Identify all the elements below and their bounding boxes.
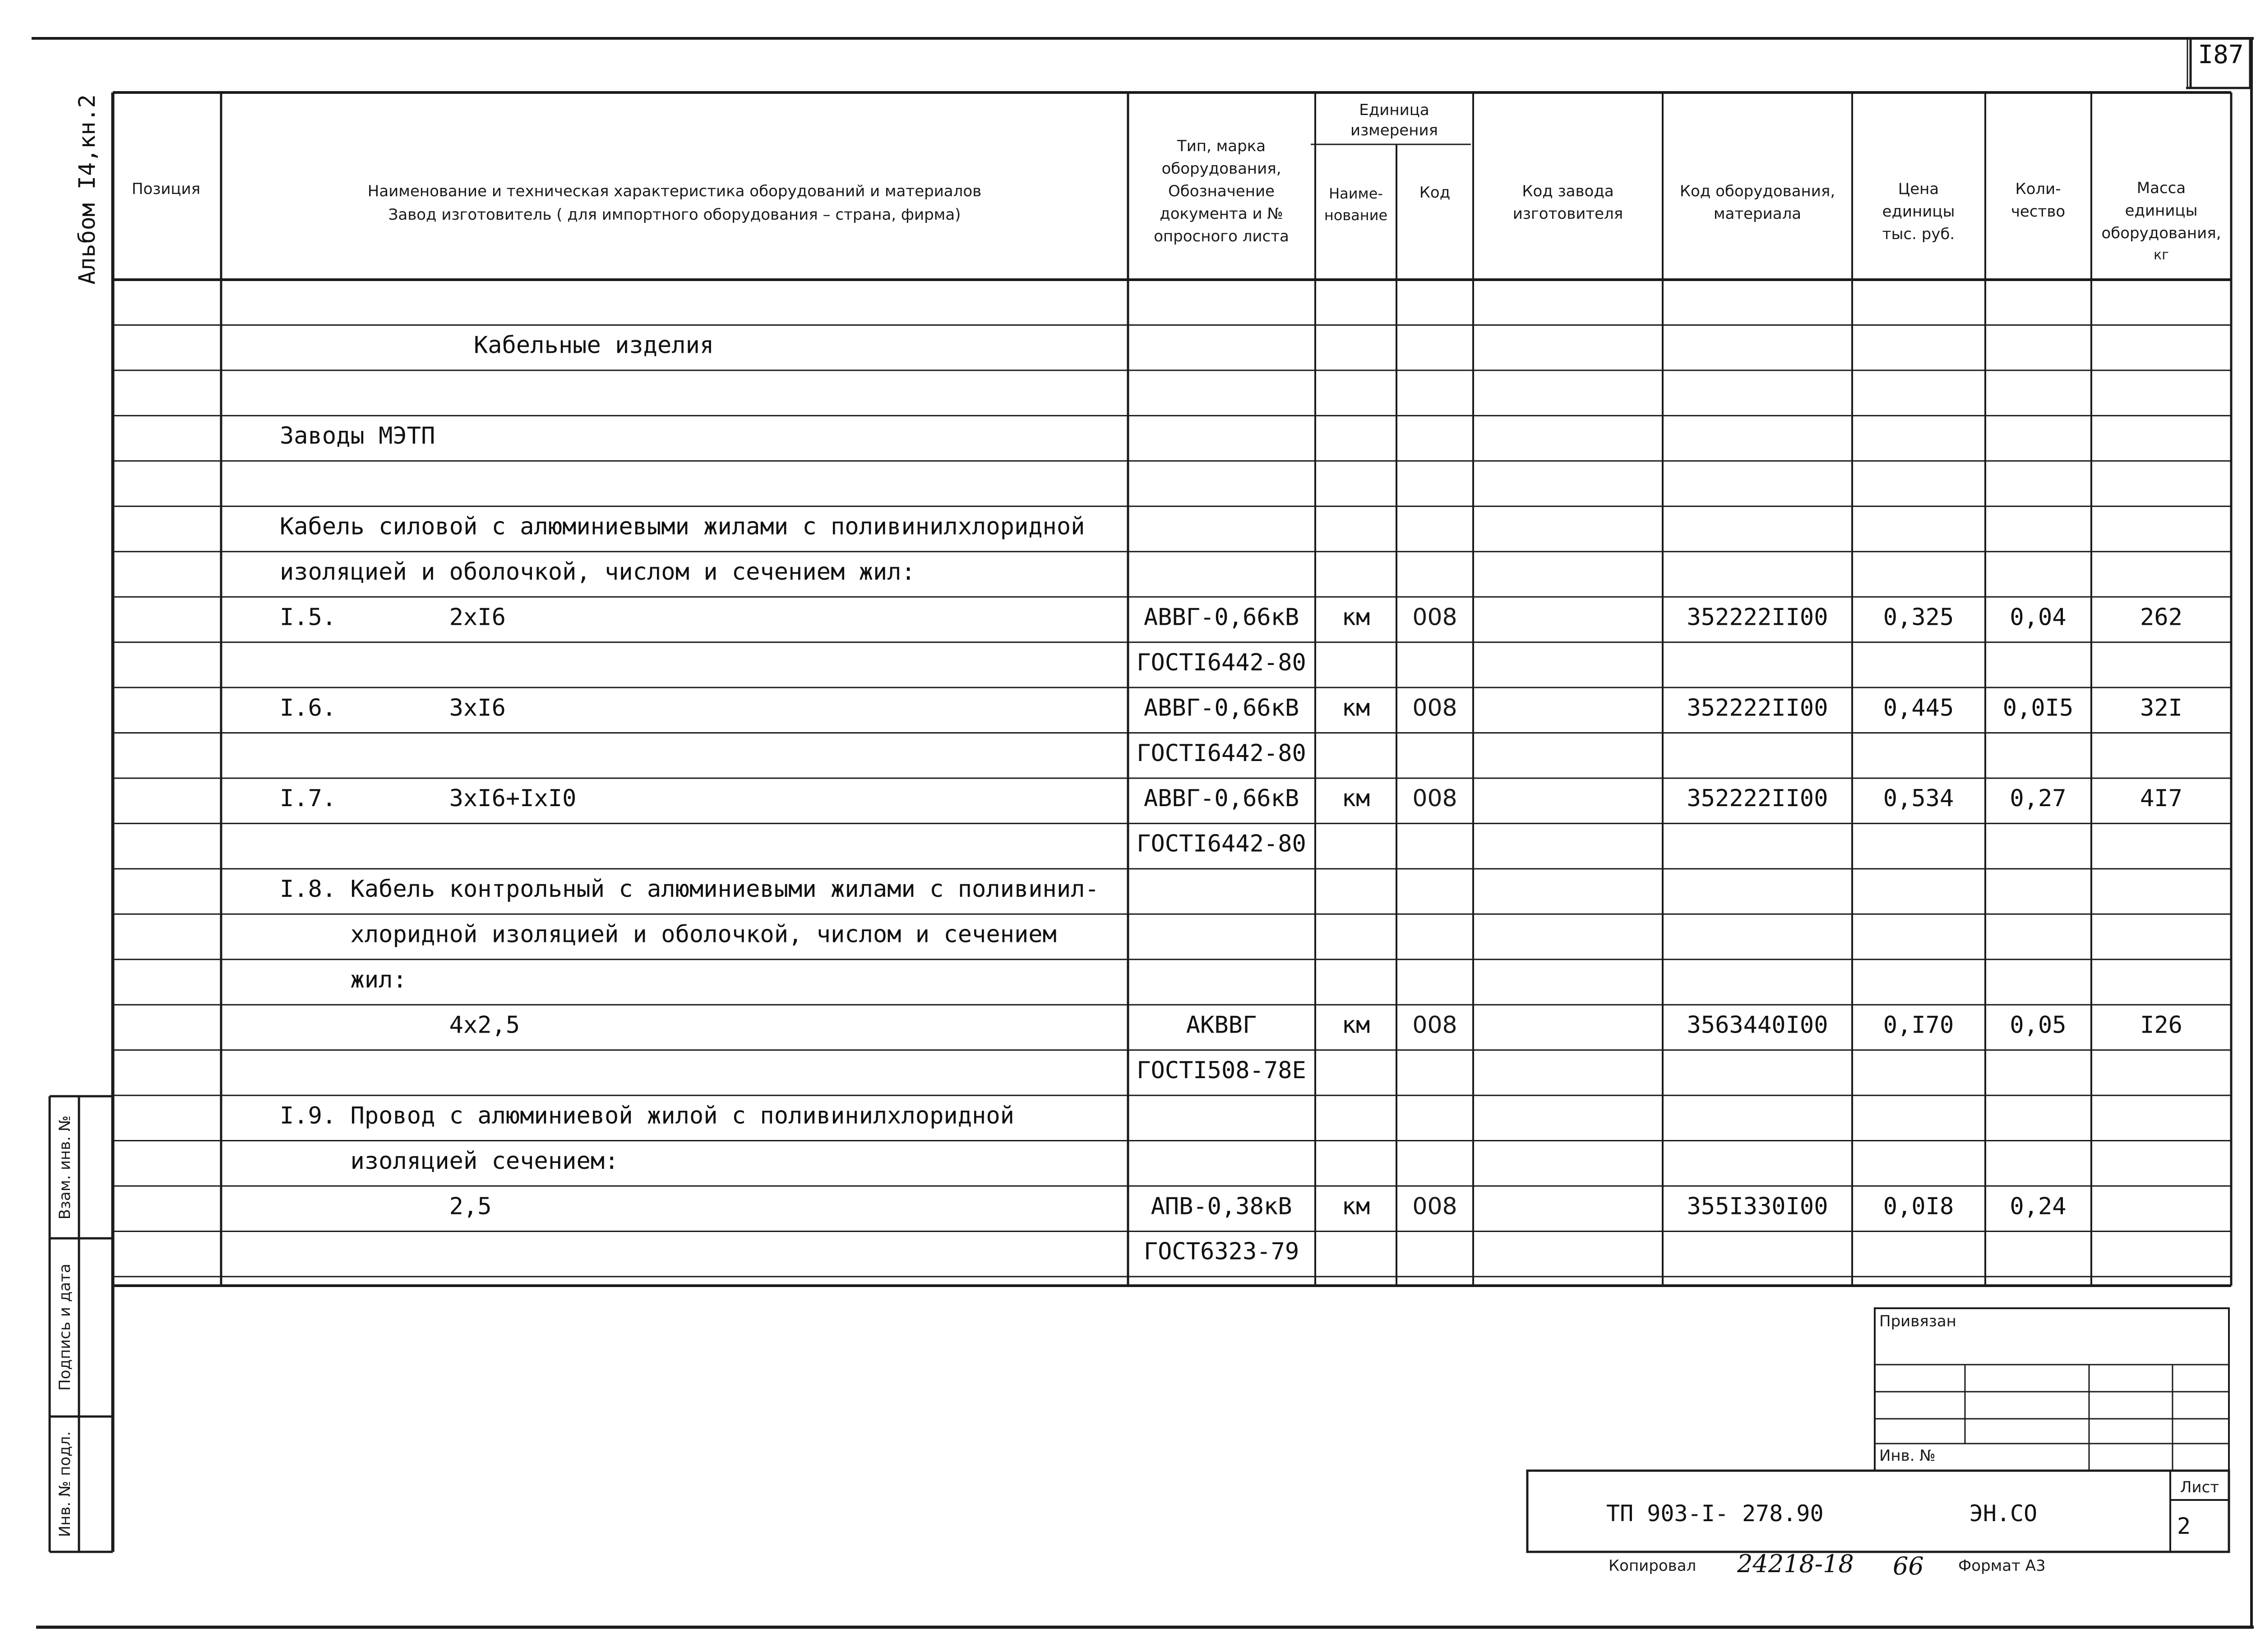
cell-name: 4х2,5 (280, 1011, 520, 1039)
cell-type: ГОСТI508-78Е (1137, 1057, 1306, 1084)
table-row (280, 1193, 2066, 1220)
cell-code: 008 (1412, 785, 1457, 812)
svg-text:тыс. руб.: тыс. руб. (1882, 225, 1955, 243)
cell-mass: 32I (2140, 694, 2182, 722)
handwritten-number: 24218-18 (1737, 1550, 1854, 1578)
cell-equip: 3563440I00 (1687, 1011, 1828, 1039)
format-label: Формат А3 (1958, 1557, 2046, 1575)
stamp-inv-podl: Инв. № подл. (56, 1431, 74, 1537)
doc-section: ЭН.СО (1969, 1500, 2038, 1527)
privyazan-label: Привязан (1879, 1312, 1956, 1330)
doc-code: ТП 903-I- 278.90 (1606, 1500, 1824, 1527)
svg-text:измерения: измерения (1350, 121, 1438, 139)
cell-code: 008 (1412, 1193, 1457, 1220)
svg-text:материала: материала (1713, 205, 1802, 223)
svg-text:изготовителя: изготовителя (1512, 205, 1623, 223)
header-factory-code (1513, 182, 1623, 223)
cell-price: 0,0I8 (1883, 1193, 1954, 1220)
cell-type: АПВ-0,38кВ (1151, 1193, 1292, 1220)
header-unit-group (1350, 101, 1438, 139)
table-row (280, 876, 1099, 903)
svg-text:опросного листа: опросного листа (1154, 227, 1289, 245)
table-row (280, 423, 435, 450)
table-row (280, 785, 2182, 812)
header-equipment-code (1680, 182, 1835, 223)
cell-name: изоляцией сечением: (280, 1147, 619, 1175)
table-row (280, 513, 1085, 540)
cell-type: АВВГ-0,66кВ (1143, 604, 1299, 631)
svg-text:нование: нование (1324, 207, 1388, 224)
cell-unit: км (1341, 1193, 1370, 1220)
cell-mass: 262 (2140, 604, 2182, 631)
svg-text:единицы: единицы (1882, 203, 1955, 221)
cell-mass: 4I7 (2140, 785, 2182, 812)
table-row (280, 1011, 2182, 1038)
table-row (280, 604, 2182, 631)
svg-text:Код оборудования,: Код оборудования, (1679, 182, 1835, 200)
cell-name: I.8. Кабель контрольный с алюминиевыми жилами с поливинил- (280, 876, 1099, 903)
cell-qty: 0,27 (2010, 785, 2066, 812)
table-row (280, 966, 407, 993)
table-row (1137, 740, 1306, 767)
handwritten-page: 66 (1893, 1552, 1924, 1580)
svg-text:Коли-: Коли- (2015, 180, 2061, 198)
cell-code: 008 (1412, 1011, 1457, 1039)
cell-price: 0,325 (1883, 604, 1954, 631)
svg-text:документа и №: документа и № (1160, 205, 1283, 223)
cell-name: изоляцией и оболочкой, числом и сечением жил: (280, 558, 915, 586)
header-name-line2: Завод изготовитель ( для импортного оборудования – страна, фирма) (388, 206, 961, 224)
table-row (280, 1102, 1014, 1129)
svg-text:чество: чество (2011, 203, 2066, 221)
cell-name: I.7. 3хI6+IхI0 (280, 785, 577, 812)
header-type (1154, 137, 1289, 245)
cell-unit: км (1341, 694, 1370, 722)
cell-equip: 355I330I00 (1687, 1193, 1828, 1220)
cell-code: 008 (1412, 604, 1457, 631)
sheet-number: 2 (2177, 1513, 2191, 1539)
svg-text:Обозначение: Обозначение (1168, 182, 1275, 200)
cell-type: ГОСТ6323-79 (1143, 1238, 1299, 1265)
header-position: Позиция (131, 180, 201, 198)
cell-name: I.6. 3хI6 (280, 694, 506, 722)
cell-qty: 0,04 (2010, 604, 2066, 631)
cell-type: ГОСТI6442-80 (1137, 739, 1306, 767)
cell-name: жил: (280, 966, 407, 994)
cell-price: 0,I70 (1883, 1011, 1954, 1039)
header-quantity (2011, 180, 2065, 221)
table-row (1137, 831, 1306, 858)
svg-text:Единица: Единица (1359, 101, 1429, 119)
page-number-box (2187, 38, 2250, 88)
header-mass (2101, 179, 2221, 263)
table-body (280, 332, 2182, 1265)
header-price (1882, 180, 1955, 243)
side-stamp (50, 1096, 113, 1552)
cell-name: Заводы МЭТП (280, 422, 435, 450)
svg-text:Масса: Масса (2136, 179, 2186, 197)
svg-text:кг: кг (2154, 247, 2169, 263)
page-number: I87 (2198, 40, 2244, 69)
svg-text:Цена: Цена (1898, 180, 1939, 198)
album-label: Альбом I4,кн.2 (74, 94, 100, 285)
table-header (132, 101, 2221, 263)
cell-name: хлоридной изоляцией и оболочкой, числом и сечением (280, 921, 1057, 948)
cell-code: 008 (1412, 694, 1457, 722)
cell-type: ГОСТI6442-80 (1137, 649, 1306, 676)
cell-qty: 0,0I5 (2002, 694, 2074, 722)
table-row (1137, 649, 1306, 676)
cell-unit: км (1341, 604, 1370, 631)
stamp-podpis: Подпись и дата (56, 1264, 74, 1391)
title-block (1527, 1471, 2229, 1552)
stamp-vzam: Взам. инв. № (56, 1115, 74, 1220)
svg-text:Код завода: Код завода (1522, 182, 1614, 200)
inv-no-label: Инв. № (1879, 1447, 1936, 1465)
cell-price: 0,534 (1883, 785, 1954, 812)
table-row (280, 558, 915, 586)
cell-mass: I26 (2140, 1011, 2182, 1039)
table-row (474, 332, 714, 359)
header-name-line1: Наименование и техническая характеристика оборудований и материалов (367, 182, 982, 200)
cell-equip: 352222II00 (1687, 604, 1828, 631)
binding-block (1875, 1308, 2229, 1471)
cell-qty: 0,05 (2010, 1011, 2066, 1039)
kopiroval-label: Копировал (1609, 1557, 1697, 1575)
cell-type: ГОСТI6442-80 (1137, 830, 1306, 858)
table-row (280, 694, 2182, 721)
cell-type: АВВГ-0,66кВ (1143, 694, 1299, 722)
cell-equip: 352222II00 (1687, 785, 1828, 812)
cell-unit: км (1341, 785, 1370, 812)
header-unit-code: Код (1419, 184, 1451, 202)
cell-price: 0,445 (1883, 694, 1954, 722)
cell-type: АКВВГ (1186, 1011, 1257, 1039)
cell-equip: 352222II00 (1687, 694, 1828, 722)
cell-name: Кабель силовой с алюминиевыми жилами с поливинилхлоридной (280, 513, 1085, 540)
svg-text:оборудования,: оборудования, (2101, 224, 2221, 242)
cell-name: I.9. Провод с алюминиевой жилой с поливинилхлоридной (280, 1102, 1014, 1130)
footer (1609, 1550, 2046, 1580)
table-row (1137, 1057, 1306, 1084)
table-row (280, 921, 1057, 948)
cell-type: АВВГ-0,66кВ (1143, 785, 1299, 812)
sheet-label: Лист (2180, 1478, 2219, 1496)
header-unit-name (1324, 185, 1387, 224)
svg-text:Наиме-: Наиме- (1329, 185, 1383, 202)
svg-text:единицы: единицы (2125, 202, 2198, 220)
cell-name: Кабельные изделия (474, 332, 714, 359)
table-row (280, 1148, 619, 1175)
svg-text:Тип, марка: Тип, марка (1177, 137, 1266, 155)
svg-text:оборудования,: оборудования, (1161, 160, 1281, 178)
cell-qty: 0,24 (2010, 1193, 2066, 1220)
table-row (1144, 1238, 1299, 1265)
cell-name: 2,5 (280, 1193, 492, 1220)
cell-name: I.5. 2хI6 (280, 604, 506, 631)
cell-unit: км (1341, 1011, 1370, 1039)
